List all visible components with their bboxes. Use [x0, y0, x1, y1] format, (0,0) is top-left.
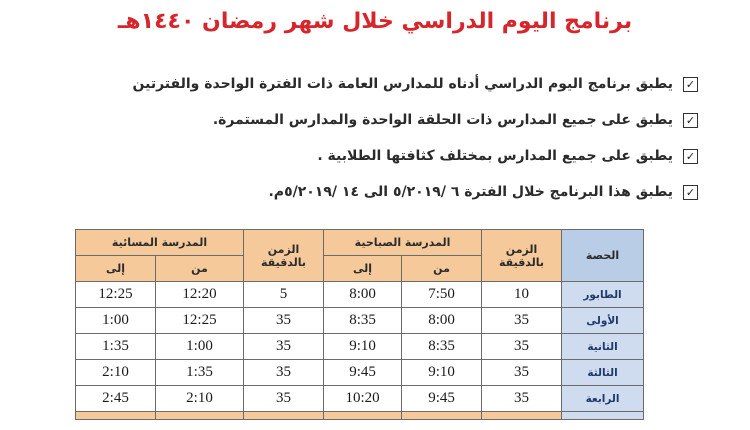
checkbox-icon: ✓: [683, 113, 698, 128]
bullet-text: يطبق على جميع المدارس ذات الحلقة الواحدة والمدارس المستمرة.: [212, 112, 673, 128]
evening-from-cell: 1:00: [156, 334, 244, 360]
morning-from-cell: 9:45: [402, 386, 482, 412]
morning-from-cell: 8:00: [402, 308, 482, 334]
header-morning-school: المدرسة الصباحية: [324, 230, 482, 256]
table-row: [76, 308, 644, 334]
bullet-item: [40, 66, 698, 102]
morning-to-cell: 9:10: [324, 334, 402, 360]
period-cell: الطابور: [562, 282, 644, 308]
evening-to-cell: 12:25: [76, 282, 156, 308]
evening-from-cell: 1:35: [156, 360, 244, 386]
cell-empty: [324, 412, 402, 420]
evening-duration-cell: 35: [244, 308, 324, 334]
cell-empty: [156, 412, 244, 420]
morning-duration-cell: 35: [482, 360, 562, 386]
table-row-cut-off: [76, 412, 644, 420]
header-evening-school: المدرسة المسائية: [76, 230, 244, 256]
bullet-text: يطبق هذا البرنامج خلال الفترة ٦ /٥/٢٠١٩ الى ١٤ /٥/٢٠١٩م.: [268, 184, 673, 200]
period-cell: الثالثة: [562, 360, 644, 386]
table-row: [76, 334, 644, 360]
cell-empty: [402, 412, 482, 420]
period-cell: الرابعة: [562, 386, 644, 412]
period-cell-empty: [562, 412, 644, 420]
checkbox-icon: ✓: [683, 77, 698, 92]
evening-from-cell: 12:25: [156, 308, 244, 334]
morning-duration-cell: 35: [482, 386, 562, 412]
morning-from-cell: 8:35: [402, 334, 482, 360]
evening-duration-cell: 35: [244, 360, 324, 386]
cell-empty: [244, 412, 324, 420]
morning-duration-cell: 35: [482, 308, 562, 334]
morning-duration-cell: 35: [482, 334, 562, 360]
evening-from-cell: 2:10: [156, 386, 244, 412]
table-row: [76, 386, 644, 412]
period-cell: الثانية: [562, 334, 644, 360]
evening-to-cell: 1:00: [76, 308, 156, 334]
bullet-item: [40, 174, 698, 210]
cell-empty: [76, 412, 156, 420]
morning-from-cell: 7:50: [402, 282, 482, 308]
evening-to-cell: 2:45: [76, 386, 156, 412]
bullet-text: يطبق برنامج اليوم الدراسي أدناه للمدارس العامة ذات الفترة الواحدة والفترتين: [132, 76, 673, 92]
cell-empty: [482, 412, 562, 420]
bullet-text: يطبق على جميع المدارس بمختلف كثافتها الطلابية .: [317, 148, 673, 164]
morning-to-cell: 8:35: [324, 308, 402, 334]
morning-to-cell: 9:45: [324, 360, 402, 386]
header-evening-to: إلى: [76, 256, 156, 282]
bullet-list: [40, 66, 698, 210]
page-title: برنامج اليوم الدراسي خلال شهر رمضان ١٤٤٠هـ: [117, 9, 633, 34]
table-row: [76, 360, 644, 386]
schedule-table: [75, 229, 644, 420]
morning-to-cell: 10:20: [324, 386, 402, 412]
evening-to-cell: 2:10: [76, 360, 156, 386]
header-period: الحصة: [562, 230, 644, 282]
evening-to-cell: 1:35: [76, 334, 156, 360]
evening-duration-cell: 35: [244, 386, 324, 412]
bullet-item: [40, 138, 698, 174]
header-morning-duration: الزمن بالدقيقة: [482, 230, 562, 282]
header-evening-duration: الزمن بالدقيقة: [244, 230, 324, 282]
morning-from-cell: 9:10: [402, 360, 482, 386]
bullet-item: [40, 102, 698, 138]
table-row: [76, 282, 644, 308]
header-morning-from: من: [402, 256, 482, 282]
evening-duration-cell: 5: [244, 282, 324, 308]
header-morning-to: إلى: [324, 256, 402, 282]
morning-duration-cell: 10: [482, 282, 562, 308]
header-evening-from: من: [156, 256, 244, 282]
checkbox-icon: ✓: [683, 185, 698, 200]
evening-duration-cell: 35: [244, 334, 324, 360]
morning-to-cell: 8:00: [324, 282, 402, 308]
evening-from-cell: 12:20: [156, 282, 244, 308]
checkbox-icon: ✓: [683, 149, 698, 164]
period-cell: الأولى: [562, 308, 644, 334]
